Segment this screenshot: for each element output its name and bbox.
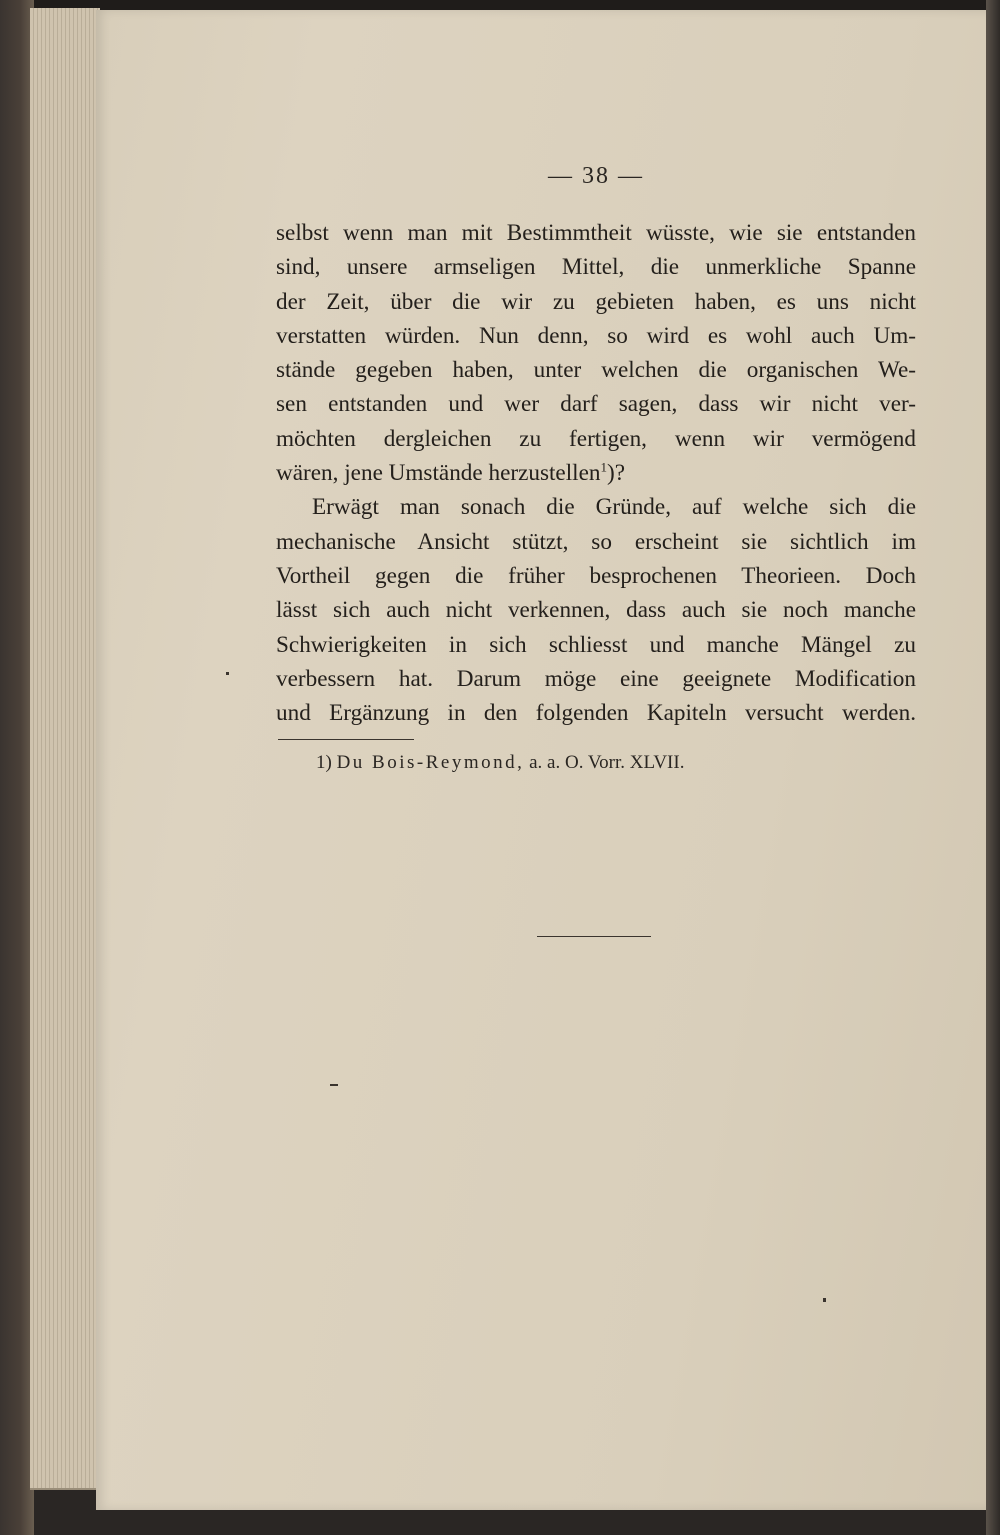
text-line: sind, unsere armseligen Mittel, die unmerkliche Spanne [276,254,916,281]
text-line: der Zeit, über die wir zu gebieten haben, es uns nicht [276,288,916,315]
footnote-reference: a. a. O. Vorr. XLVII. [529,752,685,773]
body-text [276,216,916,730]
text-line: verbessern hat. Darum möge eine geeignete Modification [276,665,916,692]
page-stack-edges [30,8,100,1490]
paper-speck [226,672,229,675]
text-line: wären, jene Umstände herzustellen [276,460,601,487]
chapter-end-rule [537,936,651,937]
footnote-ref-marker: 1 [600,459,607,475]
paper-speck [823,1298,826,1302]
footnote [316,752,916,774]
text-line-with-footnote-ref [276,456,916,490]
text-line: sen entstanden und wer darf sagen, dass wir nicht ver- [276,391,916,418]
paragraph-first-line: Erwägt man sonach die Gründe, auf welche sich die [312,494,916,521]
text-line: möchten dergleichen zu fertigen, wenn wir vermögend [276,425,916,452]
text-line: selbst wenn man mit Bestimmtheit wüsste, wie sie entstanden [276,220,916,246]
text-line: stände gegeben haben, unter welchen die organischen We- [276,357,916,384]
footnote-number: 1) [316,752,332,773]
page-number-header: — 38 — [548,163,644,189]
text-line: lässt sich auch nicht verkennen, dass auch sie noch manche [276,597,916,624]
closing-punctuation: )? [607,460,626,487]
text-line: verstatten würden. Nun denn, so wird es wohl auch Um- [276,322,916,349]
text-line: Schwierigkeiten in sich schliesst und manche Mängel zu [276,631,916,658]
text-line: Vortheil gegen die früher besprochenen Theorieen. Doch [276,562,916,589]
footnote-separator [278,739,414,740]
scan-right-edge [986,0,1000,1535]
scan-top-edge [0,0,1000,10]
footnote-author: Du Bois-Reymond, [336,752,525,773]
text-line: und Ergänzung in den folgenden Kapiteln versucht werden. [276,700,916,727]
text-line: mechanische Ansicht stützt, so erscheint sie sichtlich im [276,528,916,555]
paper-speck [330,1084,338,1086]
book-binding [0,0,34,1535]
